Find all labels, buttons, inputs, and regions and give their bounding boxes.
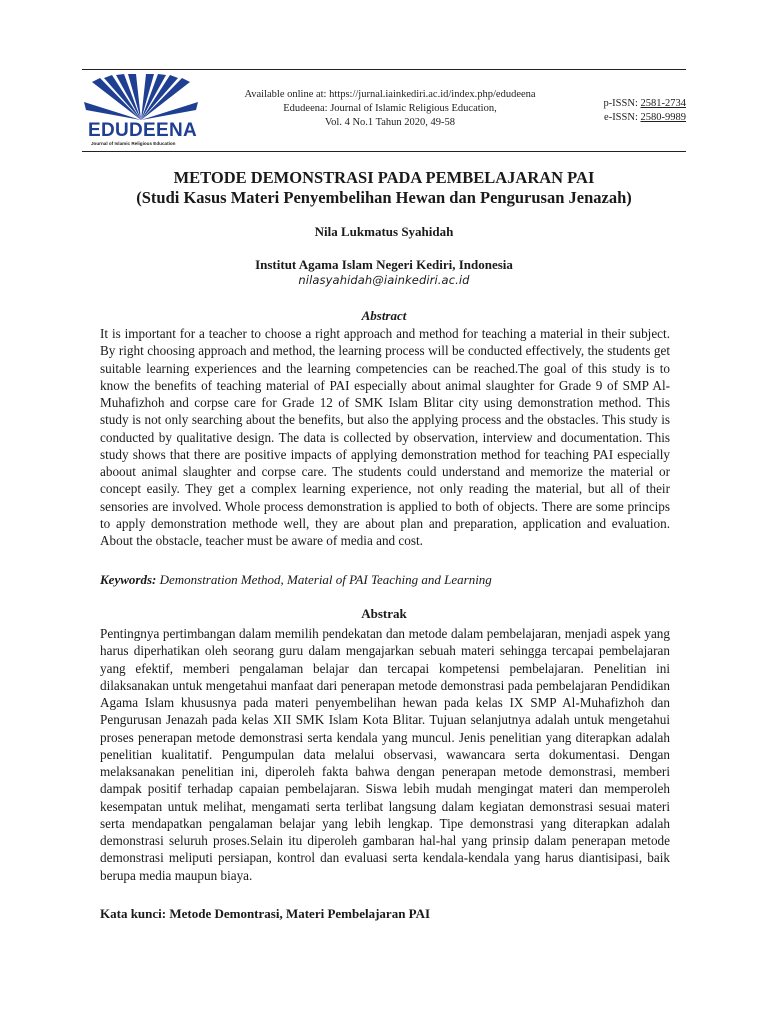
- p-issn-label: p-ISSN:: [603, 98, 641, 109]
- author-email[interactable]: nilasyahidah@iainkediri.ac.id: [298, 273, 470, 287]
- journal-logo-name: EDUDEENA: [88, 120, 198, 141]
- abstract-text: It is important for a teacher to choose a right approach and method for teaching a material in their subject. By right choosing approach and method, the learning process will be conducted effectively, the students get suitable learning experiences and the learning competencies can be reached.The goal of this study is to know the benefits of teaching material of PAI especially about animal slaughter for Grade 9 of SMP Al-Muhafizhoh and corpse care for Grade 12 of SMK Islam Blitar city using demonstration method. This study is not only searching about the benefits, but also the applying process and the obstacles. This study is conducted by qualitative design. The data is collected by observation, interview and documentation. This study shows that there are positive impacts of applying demonstration method for teaching PAI especially aboout animal slaughter and corpse care. The students could understand and memorize the material or concept easily. They get a complex learning experience, not only reading the material, but all of their sensories are involved. Whole process demonstration is applied to both of objects. There are some princips to apply demonstration methode well, they are about plan and preparation, application and evaluation. About the obstacle, teacher must be aware of media and cost.: [100, 326, 670, 548]
- author-affiliation: Institut Agama Islam Negeri Kediri, Indonesia: [255, 257, 513, 272]
- author-name: Nila Lukmatus Syahidah: [314, 224, 454, 239]
- header-top-rule: [82, 69, 686, 70]
- e-issn-label: e-ISSN:: [604, 112, 641, 123]
- kata-kunci-line: Kata kunci: Metode Demontrasi, Materi Pembelajaran PAI: [100, 906, 431, 921]
- e-issn: [585, 111, 686, 125]
- journal-name-line: Edudeena: Journal of Islamic Religious Education,: [283, 103, 497, 114]
- available-online-line[interactable]: Available online at: https://jurnal.iainkediri.ac.id/index.php/edudeena: [244, 89, 536, 100]
- issn-block: [585, 97, 686, 125]
- paper-title: METODE DEMONSTRASI PADA PEMBELAJARAN PAI: [173, 168, 595, 187]
- keywords-line: [100, 572, 670, 588]
- p-issn-link[interactable]: 2581-2734: [640, 98, 686, 109]
- p-issn: [585, 97, 686, 111]
- abstrak-heading: Abstrak: [361, 606, 407, 621]
- keywords-text: Demonstration Method, Material of PAI Teaching and Learning: [156, 572, 492, 587]
- paper-subtitle: (Studi Kasus Materi Penyembelihan Hewan dan Pengurusan Jenazah): [136, 188, 632, 207]
- abstract-heading: Abstract: [361, 308, 407, 323]
- header-bottom-rule: [82, 151, 686, 152]
- abstrak-text: Pentingnya pertimbangan dalam memilih pendekatan dan metode dalam pembelajaran, menjadi aspek yang harus diperhatikan oleh seorang guru dalam mengajarkan sebuah materi sehingga tercapai pembelajaran yang efektif, memberi pengalaman belajar dan tercapai kompetensi pembelajaran. Penelitian ini dilaksanakan untuk mengetahui manfaat dari penerapan metode demonstrasi pada pembelajaran Pendidikan Agama Islam khususnya pada materi penyembelihan hewan pada kelas IX SMP Al-Muhafizhoh dan Pengurusan Jenazah pada kelas XII SMK Islam Kota Blitar. Tujuan selanjutnya adalah untuk mengetahui proses penerapan metode demonstrasi serta kendala yang muncul. Jenis penelitian yang diterapkan adalah penelitian kualitatif. Pengumpulan data melalui observasi, wawancara serta dokumentasi. Dengan melaksanakan penelitian ini, diperoleh fakta bahwa dengan penerapan metode demonstrasi, memberi dampak positif terhadap capaian pembelajaran. Siswa lebih mudah mengingat materi dan memperoleh kesempatan untuk melihat, mengamati serta terlibat langsung dalam kegiatan demonstrasi sesuai materi serta mendapatkan pengalaman belajar yang lebih lengkap. Tipe demonstrasi yang diterapkan adalah demonstrasi seluruh proses.Selain itu diperoleh gambaran hal-hal yang prinsip dalam penerapan metode demonstrasi meliputi persiapan, kontrol dan evaluasi serta kendala-kendala yang harus diantisipasi, baik berupa media maupun biaya.: [100, 626, 670, 883]
- e-issn-link[interactable]: 2580-9989: [640, 112, 686, 123]
- volume-line: Vol. 4 No.1 Tahun 2020, 49-58: [324, 117, 456, 128]
- paper-title-block: [82, 168, 686, 208]
- journal-logo-subtitle: Journal of Islamic Religious Education: [91, 141, 176, 146]
- keywords-label: Keywords:: [100, 572, 157, 587]
- journal-info: [210, 88, 570, 130]
